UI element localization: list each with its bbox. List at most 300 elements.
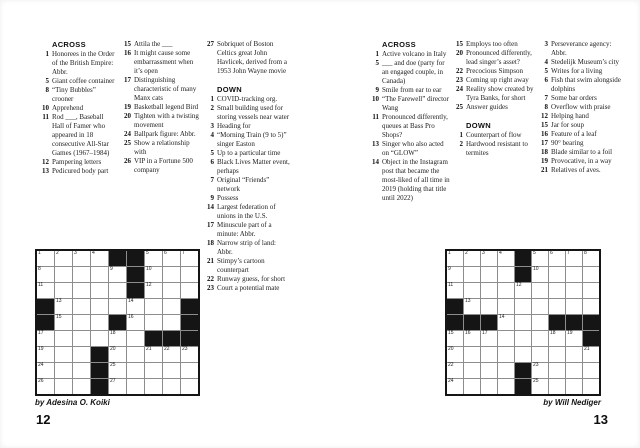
- clue-item: [203, 284, 291, 293]
- cell-number: 6: [550, 250, 553, 256]
- grid-cell: [549, 299, 565, 314]
- grid-cell: [481, 347, 497, 362]
- grid-cell: [583, 251, 599, 266]
- cell-number: 10: [146, 266, 152, 272]
- clue-item: [203, 122, 291, 131]
- grid-cell: [145, 283, 162, 298]
- grid-cell: [583, 347, 599, 362]
- clue-item: [203, 104, 291, 122]
- grid-cell: [498, 267, 514, 282]
- grid-cell: [498, 347, 514, 362]
- clue-number: 4: [210, 131, 214, 139]
- byline: by Adesina O. Koiki: [35, 398, 110, 407]
- cell-number: 15: [56, 314, 62, 320]
- grid-cell: [532, 363, 548, 378]
- clue-number: 15: [541, 121, 548, 129]
- cell-number: 16: [128, 314, 134, 320]
- grid-cell: [566, 379, 582, 394]
- grid-cell: [127, 331, 144, 346]
- clue-number: 19: [541, 157, 548, 165]
- grid-cell: [181, 283, 198, 298]
- clue-column-3: [203, 40, 291, 293]
- grid-cell: [109, 267, 126, 282]
- cell-number: 21: [584, 346, 590, 352]
- crossword-grid-left: [35, 249, 200, 396]
- grid-cell: [532, 299, 548, 314]
- cell-number: 8: [38, 266, 41, 272]
- cell-number: 20: [448, 346, 454, 352]
- grid-cell: [145, 267, 162, 282]
- clue-item: [203, 203, 291, 221]
- cell-number: 23: [533, 362, 539, 368]
- grid-cell: [73, 363, 90, 378]
- grid-cell: [109, 331, 126, 346]
- grid-cell: [37, 363, 54, 378]
- grid-cell: [163, 315, 180, 330]
- clue-text: Active volcano in Italy: [382, 50, 447, 58]
- grid-cell: [447, 347, 463, 362]
- clue-text: Black Lives Matter event, perhaps: [217, 158, 290, 175]
- clue-item: [203, 176, 291, 194]
- clue-text: Hardwood resistant to termites: [466, 140, 528, 157]
- black-square: [181, 315, 198, 330]
- clue-number: 23: [207, 284, 214, 292]
- clue-item: [38, 158, 116, 167]
- cell-number: 1: [38, 250, 41, 256]
- cell-number: 12: [516, 282, 522, 288]
- black-square: [549, 315, 565, 330]
- grid-cell: [109, 347, 126, 362]
- clue-text: Giant coffee container: [52, 77, 115, 85]
- clue-number: 25: [456, 103, 463, 111]
- clue-number: 11: [42, 113, 49, 121]
- clue-item: [537, 76, 625, 94]
- black-square: [181, 299, 198, 314]
- cell-number: 2: [56, 250, 59, 256]
- grid-cell: [515, 283, 531, 298]
- cell-number: 22: [164, 346, 170, 352]
- grid-cell: [109, 299, 126, 314]
- grid-cell: [498, 283, 514, 298]
- clue-number: 5: [210, 149, 214, 157]
- clue-item: [120, 40, 202, 49]
- grid-cell: [447, 283, 463, 298]
- grid-cell: [109, 379, 126, 394]
- grid-cell: [532, 251, 548, 266]
- grid-cell: [566, 363, 582, 378]
- grid-cell: [127, 347, 144, 362]
- black-square: [447, 299, 463, 314]
- cell-number: 5: [533, 250, 536, 256]
- clue-text: Helping hand: [551, 112, 589, 120]
- black-square: [583, 331, 599, 346]
- clue-text: Attila the ___: [134, 40, 173, 48]
- clue-number: 15: [456, 40, 463, 48]
- clue-text: Stedelijk Museum’s city: [551, 58, 620, 66]
- grid-cell: [109, 363, 126, 378]
- black-square: [181, 331, 198, 346]
- clue-text: Pronounced differently, lead singer’s asset?: [466, 49, 532, 66]
- cell-number: 23: [182, 346, 188, 352]
- clue-text: Court a potential mate: [217, 284, 280, 292]
- grid-cell: [73, 331, 90, 346]
- clue-text: Singer who also acted on “GLOW”: [382, 140, 444, 157]
- grid-cell: [498, 331, 514, 346]
- grid-cell: [447, 363, 463, 378]
- grid-cell: [549, 267, 565, 282]
- clue-list-header: ACROSS: [382, 40, 416, 49]
- grid-cell: [73, 299, 90, 314]
- clue-number: 10: [372, 95, 379, 103]
- clue-text: Fish that swim alongside dolphins: [551, 76, 621, 93]
- cell-number: 18: [550, 330, 556, 336]
- clue-number: 19: [124, 103, 131, 111]
- clue-number: 17: [124, 76, 131, 84]
- black-square: [566, 315, 582, 330]
- grid-cell: [163, 267, 180, 282]
- clue-number: 27: [207, 40, 214, 48]
- cell-number: 8: [584, 250, 587, 256]
- clue-number: 5: [544, 67, 548, 75]
- clue-number: 11: [372, 113, 379, 121]
- clue-number: 20: [124, 112, 131, 120]
- grid-cell: [145, 251, 162, 266]
- clue-item: [203, 40, 291, 76]
- clue-column-3: [537, 40, 625, 175]
- grid-cell: [181, 347, 198, 362]
- grid-cell: [566, 347, 582, 362]
- grid-cell: [481, 379, 497, 394]
- grid-cell: [55, 331, 72, 346]
- grid-cell: [109, 283, 126, 298]
- clue-number: 1: [375, 50, 379, 58]
- clue-item: [120, 112, 202, 130]
- clue-number: 12: [541, 112, 548, 120]
- grid-cell: [37, 267, 54, 282]
- grid-cell: [55, 315, 72, 330]
- clue-number: 15: [124, 40, 131, 48]
- black-square: [37, 299, 54, 314]
- grid-cell: [549, 379, 565, 394]
- cell-number: 19: [567, 330, 573, 336]
- black-square: [109, 251, 126, 266]
- grid-cell: [37, 331, 54, 346]
- clue-item: [203, 275, 291, 284]
- clue-item: [452, 140, 536, 158]
- black-square: [515, 379, 531, 394]
- clue-text: “Tiny Bubbles” crooner: [52, 86, 96, 103]
- clue-text: Smile from ear to ear: [382, 86, 442, 94]
- clue-column-2: [452, 40, 536, 158]
- clue-text: Counterpart of flow: [466, 131, 522, 139]
- clue-item: [38, 77, 116, 86]
- grid-cell: [145, 363, 162, 378]
- grid-cell: [181, 267, 198, 282]
- grid-cell: [566, 299, 582, 314]
- cell-number: 9: [448, 266, 451, 272]
- grid-cell: [583, 379, 599, 394]
- cell-number: 14: [499, 314, 505, 320]
- clue-text: “Morning Train (9 to 5)” singer Easton: [217, 131, 287, 148]
- cell-number: 13: [56, 298, 62, 304]
- clue-text: Apprehend: [52, 104, 84, 112]
- grid-cell: [583, 283, 599, 298]
- black-square: [91, 363, 108, 378]
- clue-number: 7: [544, 94, 548, 102]
- grid-cell: [73, 315, 90, 330]
- clue-item: [38, 104, 116, 113]
- clue-number: 3: [544, 40, 548, 48]
- grid-cell: [549, 251, 565, 266]
- clue-number: 9: [210, 194, 214, 202]
- grid-cell: [566, 267, 582, 282]
- grid-cell: [127, 379, 144, 394]
- grid-cell: [55, 299, 72, 314]
- grid-cell: [55, 363, 72, 378]
- grid-cell: [566, 251, 582, 266]
- grid-cell: [163, 347, 180, 362]
- clue-text: Stimpy’s cartoon counterpart: [217, 257, 265, 274]
- clue-item: [368, 158, 450, 203]
- cell-number: 18: [110, 330, 116, 336]
- grid-cell: [532, 267, 548, 282]
- grid-cell: [447, 251, 463, 266]
- black-square: [481, 315, 497, 330]
- clue-item: [537, 166, 625, 175]
- grid-cell: [464, 363, 480, 378]
- clue-text: Feature of a leaf: [551, 130, 597, 138]
- clue-item: [120, 49, 202, 76]
- clue-text: It might cause some embarrassment when it’s open: [134, 49, 194, 75]
- clue-number: 16: [541, 130, 548, 138]
- cell-number: 17: [482, 330, 488, 336]
- clue-number: 7: [210, 176, 214, 184]
- cell-number: 3: [74, 250, 77, 256]
- black-square: [37, 315, 54, 330]
- cell-number: 17: [38, 330, 44, 336]
- grid-cell: [91, 315, 108, 330]
- clue-item: [452, 49, 536, 67]
- page-number: 13: [593, 412, 608, 427]
- clue-number: 2: [210, 104, 214, 112]
- clue-number: 5: [45, 77, 49, 85]
- cell-number: 4: [92, 250, 95, 256]
- grid-cell: [447, 331, 463, 346]
- grid-cell: [566, 283, 582, 298]
- cell-number: 1: [448, 250, 451, 256]
- clue-item: [537, 139, 625, 148]
- clue-column-1: [38, 40, 116, 176]
- grid-cell: [73, 267, 90, 282]
- byline: by Will Nediger: [543, 398, 601, 407]
- clue-item: [537, 121, 625, 130]
- grid-cell: [37, 251, 54, 266]
- page-number: 12: [36, 412, 51, 427]
- clue-number: 5: [375, 59, 379, 67]
- grid-cell: [127, 363, 144, 378]
- clue-text: Narrow strip of land: Abbr.: [217, 239, 276, 256]
- grid-cell: [481, 283, 497, 298]
- crossword-grid-right: [445, 249, 601, 396]
- grid-cell: [447, 267, 463, 282]
- cell-number: 21: [146, 346, 152, 352]
- clue-text: Runway guess, for short: [217, 275, 286, 283]
- clue-number: 14: [207, 203, 214, 211]
- clue-item: [452, 40, 536, 49]
- grid-cell: [145, 315, 162, 330]
- cell-number: 16: [465, 330, 471, 336]
- clue-text: Employs too often: [466, 40, 518, 48]
- grid-cell: [549, 331, 565, 346]
- clue-item: [203, 158, 291, 176]
- grid-cell: [145, 299, 162, 314]
- clue-item: [203, 239, 291, 257]
- clue-number: 1: [459, 131, 463, 139]
- clue-item: [537, 112, 625, 121]
- grid-cell: [481, 267, 497, 282]
- cell-number: 3: [482, 250, 485, 256]
- clue-text: Pedicured body part: [52, 167, 109, 175]
- black-square: [91, 379, 108, 394]
- clue-text: Show a relationship with: [134, 139, 190, 156]
- cell-number: 12: [146, 282, 152, 288]
- cell-number: 7: [182, 250, 185, 256]
- clue-text: Ballpark figure: Abbr.: [134, 130, 196, 138]
- clue-number: 14: [372, 158, 379, 166]
- clue-number: 21: [207, 257, 214, 265]
- black-square: [515, 251, 531, 266]
- clue-item: [368, 86, 450, 95]
- cell-number: 13: [465, 298, 471, 304]
- grid-cell: [532, 331, 548, 346]
- clue-item: [452, 131, 536, 140]
- black-square: [464, 315, 480, 330]
- grid-cell: [91, 331, 108, 346]
- cell-number: 22: [448, 362, 454, 368]
- cell-number: 6: [164, 250, 167, 256]
- black-square: [163, 331, 180, 346]
- cell-number: 26: [38, 378, 44, 384]
- grid-cell: [181, 379, 198, 394]
- clue-item: [203, 221, 291, 239]
- clue-text: Writes for a living: [551, 67, 603, 75]
- grid-cell: [91, 299, 108, 314]
- grid-cell: [532, 315, 548, 330]
- grid-cell: [145, 347, 162, 362]
- clue-column-2: [120, 40, 202, 175]
- clue-text: Heading for: [217, 122, 251, 130]
- clue-text: Jar for soup: [551, 121, 585, 129]
- grid-cell: [515, 347, 531, 362]
- clue-item: [537, 58, 625, 67]
- clue-item: [120, 139, 202, 157]
- clue-text: Minuscule part of a minute: Abbr.: [217, 221, 272, 238]
- clue-text: Original “Friends” network: [217, 176, 270, 193]
- grid-cell: [55, 267, 72, 282]
- clue-number: 24: [456, 85, 463, 93]
- black-square: [127, 267, 144, 282]
- grid-cell: [498, 379, 514, 394]
- clue-text: Precocious Simpson: [466, 67, 523, 75]
- cell-number: 25: [110, 362, 116, 368]
- clue-text: “The Farewell” director Wang: [382, 95, 449, 112]
- cell-number: 20: [110, 346, 116, 352]
- clue-item: [368, 140, 450, 158]
- grid-cell: [163, 283, 180, 298]
- clue-number: 6: [210, 158, 214, 166]
- clue-text: Honorees in the Order of the British Empire: Abbr.: [52, 50, 115, 76]
- clue-number: 1: [210, 95, 214, 103]
- cell-number: 25: [533, 378, 539, 384]
- grid-cell: [127, 299, 144, 314]
- clue-number: 18: [541, 148, 548, 156]
- black-square: [583, 315, 599, 330]
- clue-number: 26: [124, 157, 131, 165]
- clue-text: Sobriquet of Boston Celtics great John Havlicek, derived from a 1953 John Wayne movie: [217, 40, 287, 75]
- grid-cell: [37, 347, 54, 362]
- cell-number: 4: [499, 250, 502, 256]
- grid-cell: [163, 251, 180, 266]
- clue-number: 23: [456, 76, 463, 84]
- clue-text: Answer guides: [466, 103, 508, 111]
- clue-number: 8: [544, 103, 548, 111]
- grid-cell: [532, 379, 548, 394]
- clue-column-1: [368, 40, 450, 203]
- clue-text: Pampering letters: [52, 158, 102, 166]
- clue-number: 3: [210, 122, 214, 130]
- clue-number: 10: [42, 104, 49, 112]
- clue-item: [537, 103, 625, 112]
- cell-number: 27: [110, 378, 116, 384]
- clue-number: 22: [456, 67, 463, 75]
- grid-cell: [55, 251, 72, 266]
- grid-cell: [464, 331, 480, 346]
- grid-cell: [447, 379, 463, 394]
- grid-cell: [37, 283, 54, 298]
- clue-item: [203, 95, 291, 104]
- clue-item: [368, 113, 450, 140]
- clue-item: [452, 67, 536, 76]
- grid-cell: [73, 379, 90, 394]
- clue-item: [537, 130, 625, 139]
- grid-cell: [481, 299, 497, 314]
- cell-number: 19: [38, 346, 44, 352]
- clue-text: Basketball legend Bird: [134, 103, 199, 111]
- clue-text: ___ and doe (party for an engaged couple, in Canada): [382, 59, 445, 85]
- clue-number: 6: [544, 76, 548, 84]
- grid-cell: [481, 251, 497, 266]
- cell-number: 10: [533, 266, 539, 272]
- grid-cell: [464, 379, 480, 394]
- clue-item: [203, 131, 291, 149]
- clue-number: 13: [42, 167, 49, 175]
- grid-cell: [91, 251, 108, 266]
- clue-number: 25: [124, 139, 131, 147]
- clue-item: [203, 257, 291, 275]
- grid-cell: [37, 379, 54, 394]
- grid-cell: [464, 283, 480, 298]
- clue-text: Coming up right away: [466, 76, 529, 84]
- clue-list-header: DOWN: [217, 85, 242, 94]
- clue-item: [368, 59, 450, 86]
- grid-cell: [464, 299, 480, 314]
- clue-number: 22: [207, 275, 214, 283]
- cell-number: 5: [146, 250, 149, 256]
- grid-cell: [464, 267, 480, 282]
- clue-text: Distinguishing characteristic of many Manx cats: [134, 76, 197, 102]
- grid-cell: [532, 283, 548, 298]
- grid-cell: [73, 251, 90, 266]
